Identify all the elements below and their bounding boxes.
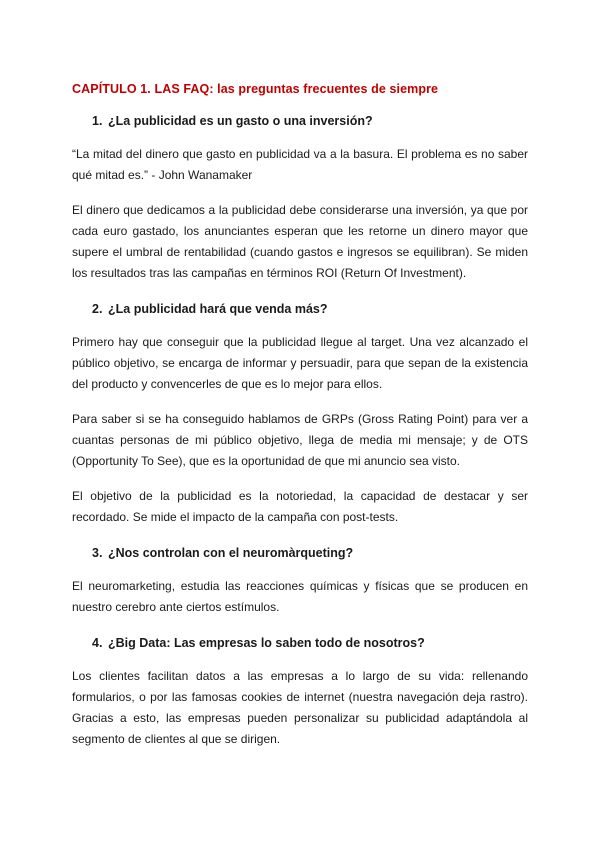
section-title-2: ¿La publicidad hará que venda más? <box>108 302 328 316</box>
paragraph-grps: Para saber si se ha conseguido hablamos de GRPs (Gross Rating Point) para ver a cuantas personas de mi público objetivo, llega de media mi mensaje; y de OTS (Opportunity To See), que es la oportunidad de que mi anuncio sea visto. <box>72 412 528 468</box>
section-number-3: 3. <box>92 546 103 560</box>
paragraph-big-data: Los clientes facilitan datos a las empresas a lo largo de su vida: rellenando formularios, o por las famosas cookies de internet (nuestra navegación deja rastro). Gracias a esto, las empresas pueden personalizar su publicidad adaptándola al segmento de clientes al que se dirigen. <box>72 669 528 746</box>
section-number-4: 4. <box>92 636 103 650</box>
paragraph-investment: El dinero que dedicamos a la publicidad debe considerarse una inversión, ya que por cada euro gastado, los anunciantes esperan que les retorne un dinero mayor que supere el umbral de rentabilidad (cuando gastos e ingresos se equilibran). Se miden los resultados tras las campañas en términos ROI (Return Of Investment). <box>72 203 528 280</box>
section-heading-1 <box>92 114 528 128</box>
paragraph-neuromarketing: El neuromarketing, estudia las reacciones químicas y físicas que se producen en nuestro cerebro ante ciertos estímulos. <box>72 579 528 614</box>
quote-paragraph: “La mitad del dinero que gasto en publicidad va a la basura. El problema es no saber qué mitad es.” - John Wanamaker <box>72 147 528 182</box>
section-title-1: ¿La publicidad es un gasto o una inversión? <box>108 114 373 128</box>
section-title-3: ¿Nos controlan con el neuromàrqueting? <box>108 546 354 560</box>
paragraph-notoriety: El objetivo de la publicidad es la notoriedad, la capacidad de destacar y ser recordado. Se mide el impacto de la campaña con post-tests. <box>72 489 528 524</box>
paragraph-target: Primero hay que conseguir que la publicidad llegue al target. Una vez alcanzado el público objetivo, se encarga de informar y persuadir, para que sepan de la existencia del producto y convencerles de que es lo mejor para ellos. <box>72 335 528 391</box>
section-heading-3 <box>92 546 528 560</box>
section-heading-4 <box>92 636 528 650</box>
section-number-2: 2. <box>92 302 103 316</box>
chapter-title: CAPÍTULO 1. LAS FAQ: las preguntas frecuentes de siempre <box>72 82 439 96</box>
section-heading-2 <box>92 302 528 316</box>
section-title-4: ¿Big Data: Las empresas lo saben todo de nosotros? <box>108 636 425 650</box>
section-number-1: 1. <box>92 114 103 128</box>
